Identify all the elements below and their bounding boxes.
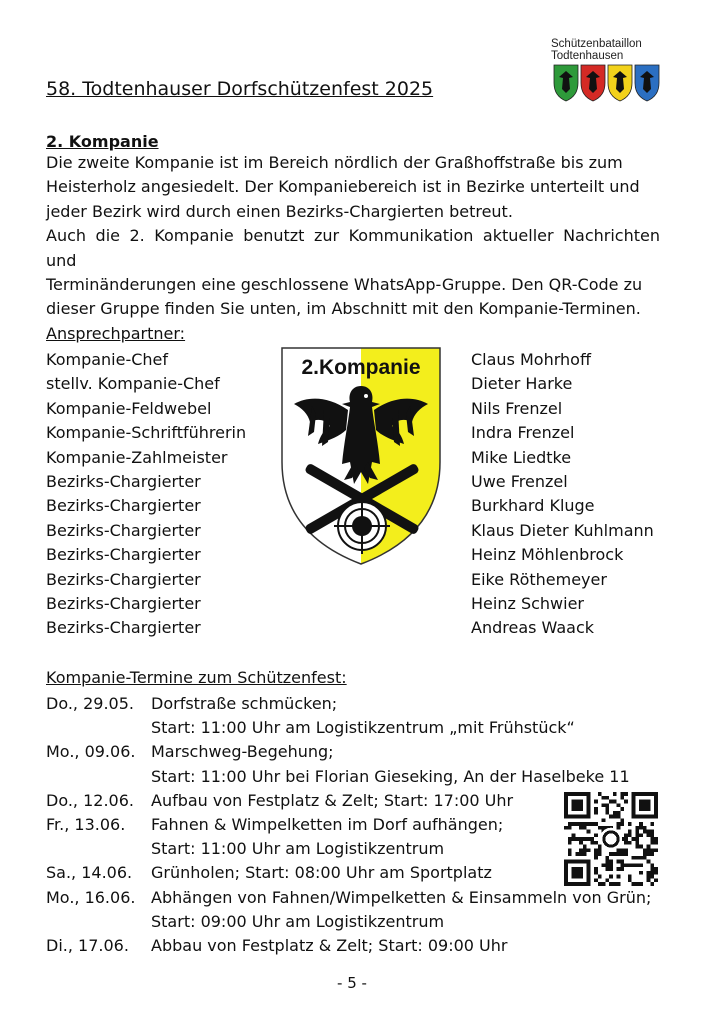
schedule-date: Di., 17.06.	[46, 936, 129, 956]
schedule-list	[46, 692, 651, 958]
section-title: 2. Kompanie	[46, 132, 159, 151]
schedule-text: Grünholen; Start: 08:00 Uhr am Sportplatz	[151, 863, 492, 883]
whatsapp-qr-code[interactable]	[564, 792, 658, 886]
page-title: 58. Todtenhauser Dorfschützenfest 2025	[46, 78, 434, 100]
schedule-row	[46, 837, 651, 861]
crest-label: 2.Kompanie	[301, 356, 421, 379]
schedule-heading: Kompanie-Termine zum Schützenfest:	[46, 668, 347, 687]
schedule-date: Do., 12.06.	[46, 790, 134, 810]
contact-role: Kompanie-Zahlmeister	[46, 447, 228, 467]
contact-name: Mike Liedtke	[471, 447, 572, 467]
schedule-row	[46, 765, 651, 789]
contact-role: Bezirks-Chargierter	[46, 496, 201, 516]
schedule-date: Sa., 14.06.	[46, 863, 133, 883]
contact-name: Heinz Möhlenbrock	[471, 545, 624, 565]
contact-role: Bezirks-Chargierter	[46, 618, 201, 638]
contact-name: Uwe Frenzel	[471, 472, 568, 492]
schedule-row	[46, 934, 651, 958]
contact-name: Dieter Harke	[471, 374, 573, 394]
contact-name: Andreas Waack	[471, 618, 595, 638]
contact-name: Klaus Dieter Kuhlmann	[471, 520, 654, 540]
schedule-text: Dorfstraße schmücken;	[151, 694, 338, 713]
contact-role: Bezirks-Chargierter	[46, 594, 201, 614]
contact-role: Kompanie-Chef	[46, 350, 169, 369]
contact-name: Heinz Schwier	[471, 594, 584, 614]
schedule-text: Start: 11:00 Uhr am Logistikzentrum „mit Frühstück“	[151, 718, 575, 738]
schedule-date	[46, 765, 151, 789]
logo-line-2: Todtenhausen	[551, 50, 624, 62]
kompanie-crest	[278, 344, 444, 568]
contact-name: Burkhard Kluge	[471, 496, 595, 516]
contact-name: Indra Frenzel	[471, 423, 575, 443]
contact-role: Bezirks-Chargierter	[46, 545, 201, 565]
battalion-logo-title	[551, 38, 642, 62]
schedule-text: Start: 11:00 Uhr bei Florian Gieseking, An der Haselbeke 11	[151, 766, 630, 786]
intro-paragraph	[46, 151, 660, 322]
contact-names	[471, 348, 654, 641]
schedule-row	[46, 789, 651, 813]
contact-role: Kompanie-Schriftführerin	[46, 423, 247, 443]
text-line: Terminänderungen eine geschlossene WhatsApp-Gruppe. Den QR-Code zu	[46, 275, 643, 295]
schedule-text: Marschweg-Begehung;	[151, 742, 334, 762]
contact-role: Bezirks-Chargierter	[46, 569, 201, 589]
schedule-text: Start: 11:00 Uhr am Logistikzentrum	[151, 839, 445, 859]
schedule-row	[46, 740, 651, 764]
text-line: Heisterholz angesiedelt. Der Kompaniebereich ist in Bezirke unterteilt und	[46, 177, 640, 197]
schedule-date	[46, 837, 151, 861]
schedule-text: Abhängen von Fahnen/Wimpelketten & Einsammeln von Grün;	[151, 887, 652, 907]
contact-roles	[46, 348, 246, 641]
text-line: jeder Bezirk wird durch einen Bezirks-Chargierten betreut.	[46, 201, 513, 221]
contact-role: Bezirks-Chargierter	[46, 520, 201, 540]
contacts-heading: Ansprechpartner:	[46, 324, 186, 343]
schedule-text: Start: 09:00 Uhr am Logistikzentrum	[151, 911, 445, 931]
text-line: dieser Gruppe finden Sie unten, im Abschnitt mit den Kompanie-Terminen.	[46, 299, 641, 319]
contact-role: Bezirks-Chargierter	[46, 472, 201, 492]
schedule-row	[46, 910, 651, 934]
schedule-row	[46, 692, 651, 716]
schedule-date	[46, 716, 151, 740]
text-line: Auch die 2. Kompanie benutzt zur Kommunikation aktueller Nachrichten und	[46, 226, 660, 270]
contact-name: Claus Mohrhoff	[471, 350, 591, 369]
schedule-row	[46, 886, 651, 910]
schedule-text: Fahnen & Wimpelketten im Dorf aufhängen;	[151, 815, 504, 835]
logo-line-1: Schützenbataillon	[551, 38, 642, 50]
schedule-date	[46, 910, 151, 934]
page-number: - 5 -	[337, 974, 367, 992]
schedule-row	[46, 716, 651, 740]
schedule-text: Abbau von Festplatz & Zelt; Start: 09:00 Uhr	[151, 936, 508, 956]
schedule-row	[46, 861, 651, 885]
schedule-date: Do., 29.05.	[46, 694, 134, 713]
contact-role: stellv. Kompanie-Chef	[46, 374, 220, 394]
contact-role: Kompanie-Feldwebel	[46, 398, 212, 418]
schedule-text: Aufbau von Festplatz & Zelt; Start: 17:00 Uhr	[151, 790, 514, 810]
battalion-shields-logo	[552, 63, 662, 103]
schedule-date: Mo., 09.06.	[46, 742, 136, 762]
text-line: Die zweite Kompanie ist im Bereich nördlich der Graßhoffstraße bis zum	[46, 153, 623, 172]
contact-name: Eike Röthemeyer	[471, 569, 607, 589]
schedule-date: Mo., 16.06.	[46, 887, 136, 907]
contact-name: Nils Frenzel	[471, 398, 563, 418]
schedule-date: Fr., 13.06.	[46, 815, 126, 835]
schedule-row	[46, 813, 651, 837]
